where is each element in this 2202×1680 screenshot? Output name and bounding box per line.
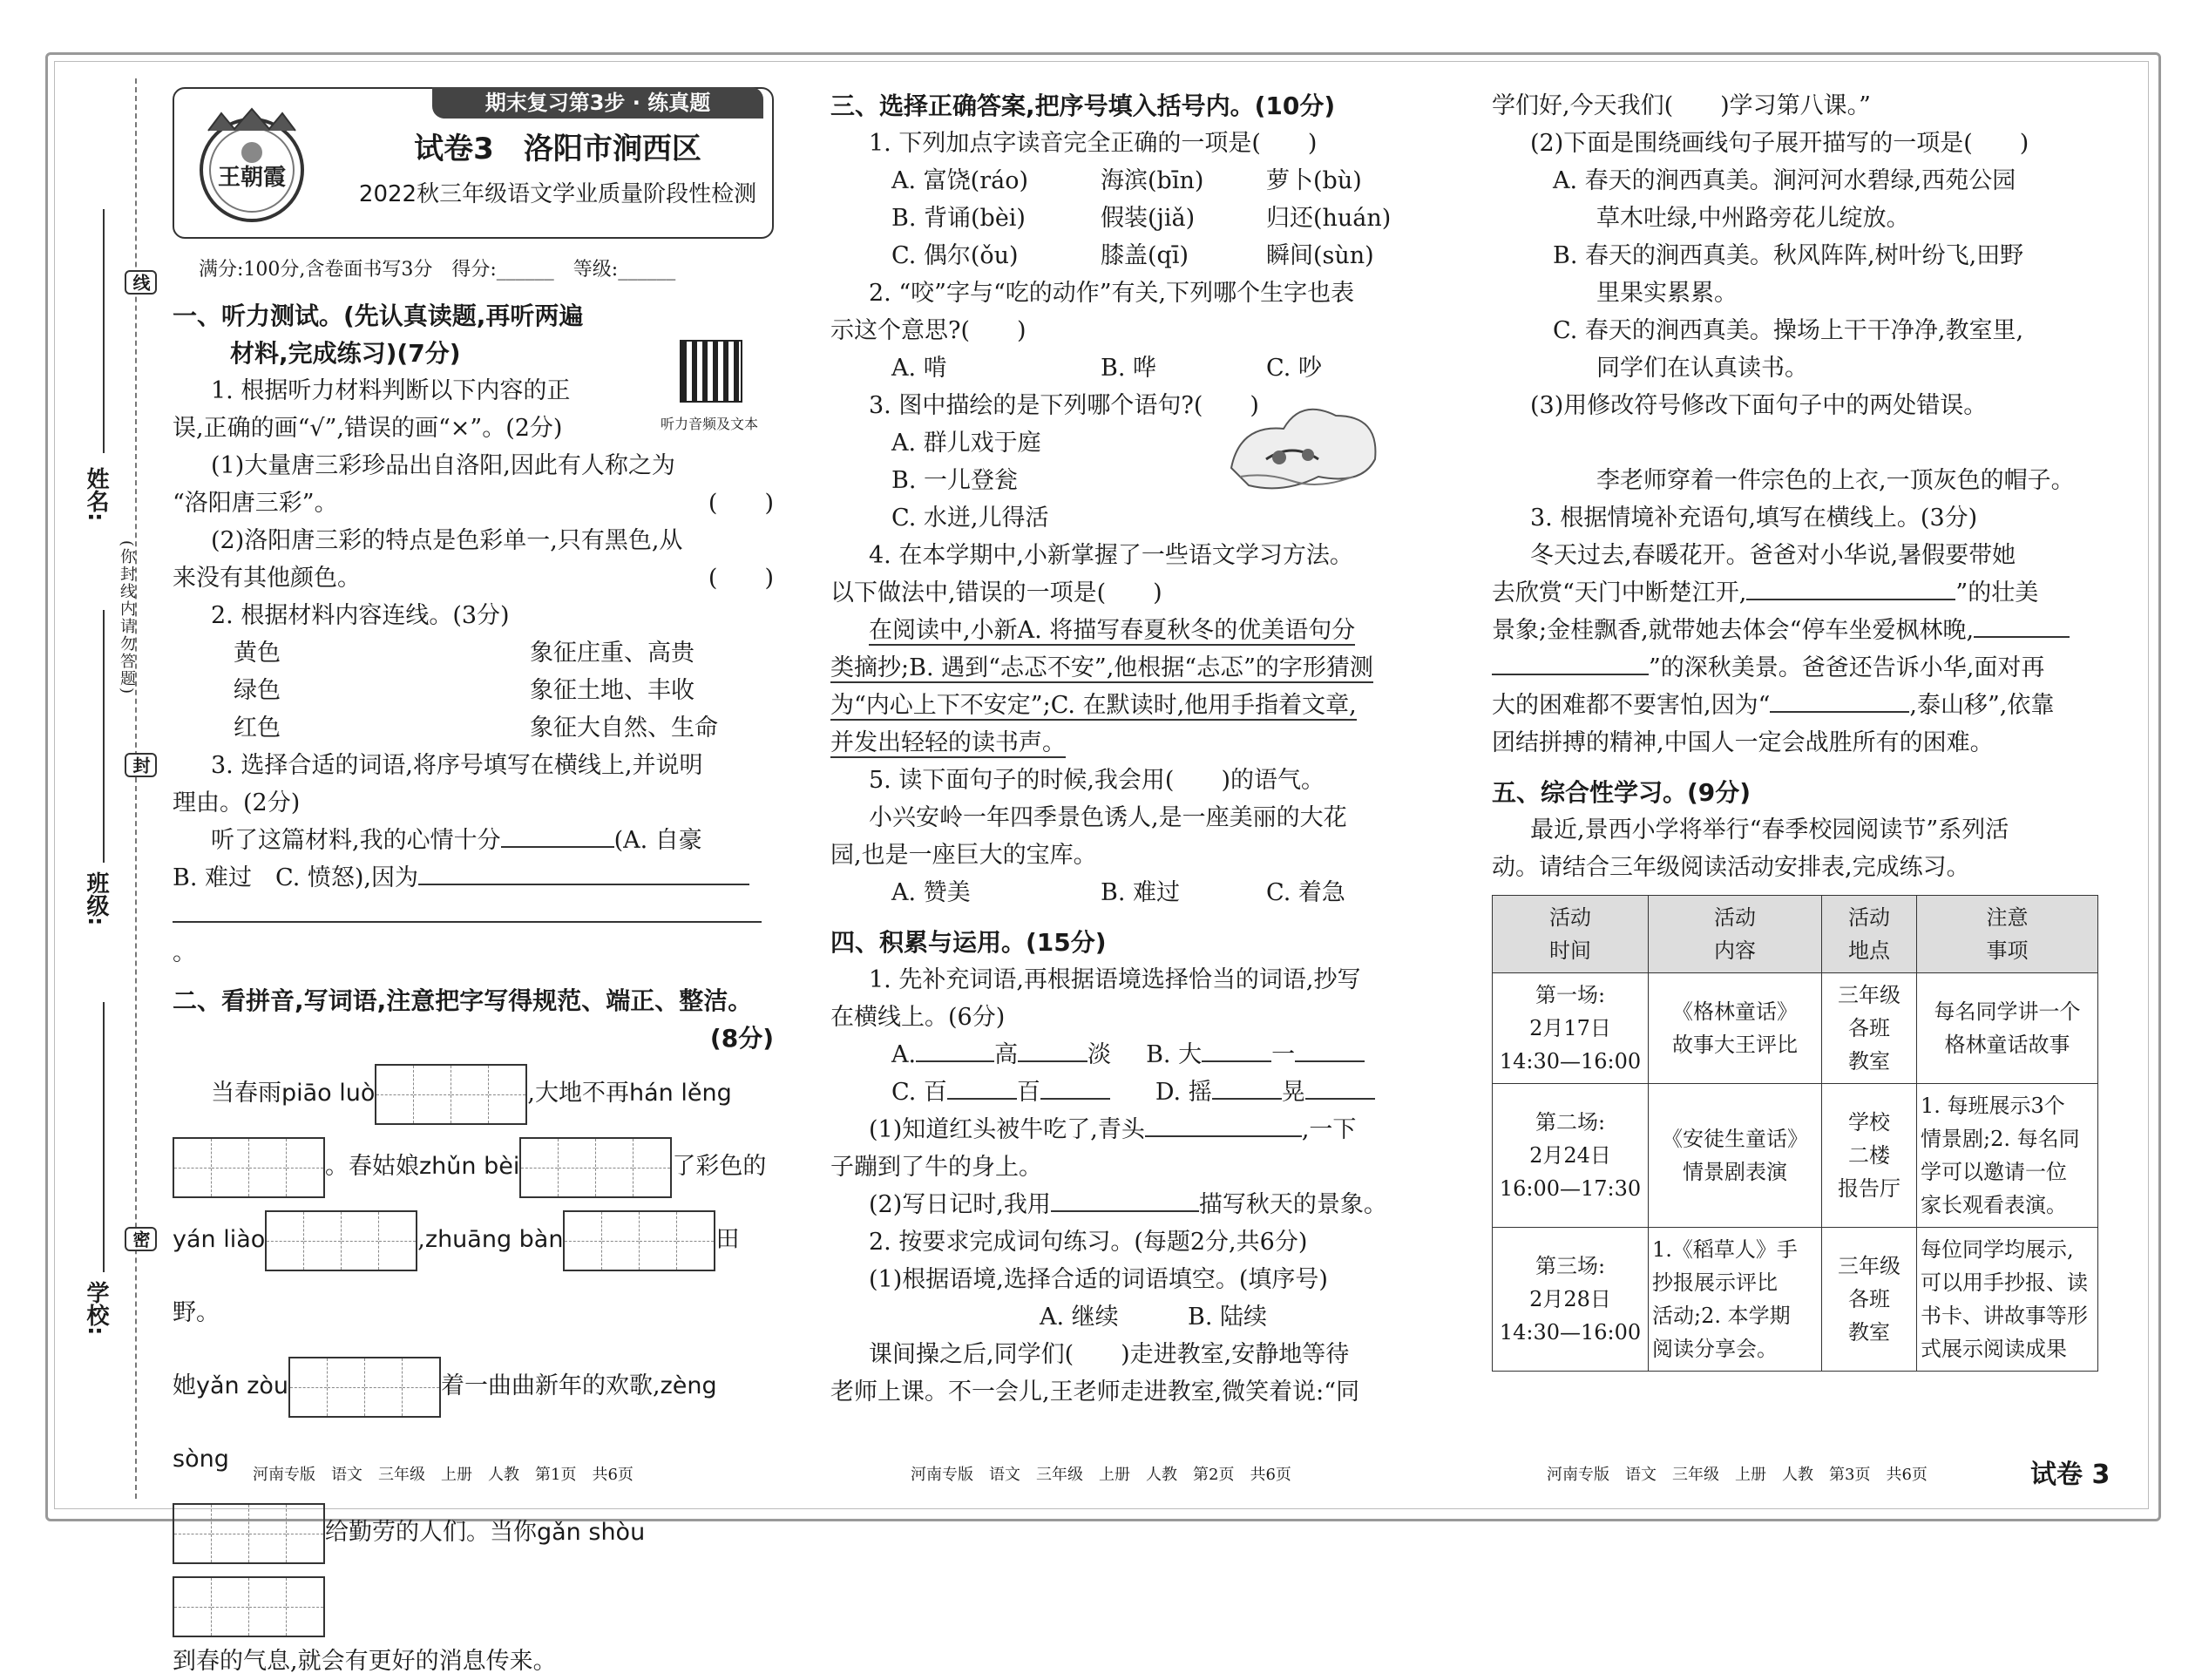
s3-q2: 2. “咬”字与“吃的动作”有关,下列哪个生字也表 bbox=[869, 280, 1355, 307]
footer-page-3: 河南专版 语文 三年级 上册 人教 第3页 共6页 bbox=[1547, 1466, 1928, 1484]
table-cell: 第一场: 2月17日 14:30—16:00 bbox=[1493, 973, 1649, 1084]
g3-pinyin: yán liào bbox=[173, 1226, 266, 1253]
writing-grid[interactable] bbox=[519, 1137, 672, 1198]
paper-title: 试卷3 洛阳市涧西区 bbox=[414, 132, 701, 166]
q1-2-text-cont: 来没有其他颜色。 bbox=[173, 565, 361, 592]
option-c: C. 春天的涧西真美。操场上干干净净,教室里, bbox=[1553, 317, 2024, 344]
g1-text: 当春雨 bbox=[211, 1080, 281, 1107]
s3-q4-passage-1: 在阅读中,小新A. 将描写春夏秋冬的优美语句分 bbox=[869, 617, 1356, 644]
s3-q2-options: A. 啃 B. 哗 C. 吵 bbox=[891, 355, 1322, 382]
section-5-title: 五、综合性学习。(9分) bbox=[1492, 778, 1751, 807]
table-header-cell: 注意 事项 bbox=[1917, 896, 2098, 973]
option-row: B. 背诵(bèi) 假装(jiǎ) 归还(huán) bbox=[891, 205, 1392, 232]
poem-blank-2-cont[interactable] bbox=[1492, 674, 1649, 675]
option-b: B. 春天的涧西真美。秋风阵阵,树叶纷飞,田野 bbox=[1553, 242, 2024, 269]
score-line: 满分:100分,含卷面书写3分 得分:______ 等级:______ bbox=[199, 259, 676, 281]
s3-q5-passage-cont: 园,也是一座巨大的宝库。 bbox=[830, 842, 1097, 869]
g3-text: , bbox=[417, 1226, 425, 1253]
s3-q2-cont: 示这个意思?( ) bbox=[830, 317, 1026, 344]
q3-text: 3. 选择合适的词语,将序号填写在横线上,并说明 bbox=[211, 752, 703, 779]
word-blank[interactable] bbox=[947, 1098, 1017, 1100]
school-field-line[interactable] bbox=[103, 1002, 105, 1272]
review-step-tag: 期末复习第3步 · 练真题 bbox=[432, 87, 763, 119]
writing-grid[interactable] bbox=[288, 1357, 441, 1418]
paper-subtitle: 2022秋三年级语文学业质量阶段性检测 bbox=[358, 181, 757, 207]
s5-passage: 最近,景西小学将举行“春季校园阅读节”系列活 bbox=[1530, 816, 2009, 843]
table-header-row bbox=[1493, 896, 2098, 973]
s3-q4-cont: 以下做法中,错误的一项是( ) bbox=[830, 579, 1162, 606]
s4-q3: 3. 根据情境补充语句,填写在横线上。(3分) bbox=[1530, 505, 1978, 532]
s3-q5: 5. 读下面句子的时候,我会用( )的语气。 bbox=[869, 767, 1325, 794]
poem-blank-2[interactable] bbox=[1974, 636, 2070, 638]
s3-q4-passage-4: 并发出轻轻的读书声。 bbox=[830, 729, 1066, 756]
g2-text: 。春姑娘 bbox=[325, 1153, 419, 1180]
g1-text-2: ,大地不再 bbox=[527, 1080, 630, 1107]
q3-blank-2[interactable] bbox=[418, 884, 749, 885]
table-cell: 三年级 各班 教室 bbox=[1822, 973, 1917, 1084]
s4-q2-options: A. 继续 B. 陆续 bbox=[1040, 1304, 1268, 1331]
s4-q1-2-blank[interactable] bbox=[1051, 1210, 1199, 1212]
table-cell: 《安徒生童话》 情景剧表演 bbox=[1649, 1084, 1822, 1228]
match-row[interactable]: 红色 象征大自然、生命 bbox=[234, 715, 718, 742]
s5-passage-cont: 动。请结合三年级阅读活动安排表,完成练习。 bbox=[1492, 854, 1970, 881]
s4-q2-3: (3)用修改符号修改下面句子中的两处错误。 bbox=[1530, 392, 1988, 419]
g4-text: 她 bbox=[173, 1372, 196, 1399]
option-row: C. 偶尔(ǒu) 膝盖(qī) 瞬间(sùn) bbox=[891, 242, 1374, 269]
q3-blank-3[interactable] bbox=[173, 921, 762, 923]
match-row[interactable]: 绿色 象征土地、丰收 bbox=[234, 677, 694, 704]
binding-tag-seal: 封 bbox=[125, 753, 157, 777]
s4-q2-1: (1)根据语境,选择合适的词语填空。(填序号) bbox=[869, 1266, 1328, 1293]
writing-grid[interactable] bbox=[563, 1210, 715, 1271]
footer-page-2: 河南专版 语文 三年级 上册 人教 第2页 共6页 bbox=[911, 1466, 1291, 1484]
section-4-title: 四、积累与运用。(15分) bbox=[830, 928, 1107, 957]
option-a-cont: 草木吐绿,中州路旁花儿绽放。 bbox=[1596, 205, 1910, 232]
q1-text-cont: 误,正确的画“√”,错误的画“×”。(2分) bbox=[173, 415, 563, 442]
column-3: 学们好,今天我们( )学习第八课。” (2)下面是围绕画线句子展开描写的一项是( ) A. 春天的涧西真美。涧河河水碧绿,西苑公园 草木吐绿,中州路旁花儿绽放。 B. 春天的涧西真美。秋风阵阵,树叶纷飞,田野 里果实累累。 C. 春天的涧西真美。操场上干干净净,教室里, 同学们在认真读书。 (3)用修改符号修改下面句子中的两处错误。 李老师穿着一件宗色的上衣,一顶灰色的帽子。 3. 根据情境补充语句,填写在横线上。(3分) 冬天过去,春暖花开。爸爸对小华说,暑假要带她 去欣赏“天门中断楚江开, ”的壮美 景象;金桂飘香,就带她去体会“停车坐爱枫林晚, ”的深秋美景。爸爸还告诉小华,面对再 大的困难都不要害怕,因为“ ,泰山移”,依靠 团结拼搏的精神,中国人一定会战胜所有的困难。 五、综合性学习。(9分) 最近,景西小学将举行“春季校园阅读节”系列活 动。请结合三年级阅读活动安排表,完成练习。 活动 时间 活动 内容 活动 地点 注意 事项 第一场: 2月17日 14:30—16:00 《格林童话》 故事大王评比 三年级 各班 教室 每名同学讲一个 格林童话故事 第二场: 2月24日 16:00—17:30 《安徒生童话》 情景剧表演 学校 二楼 报告厅 1. 每班展示3个 情景剧;2. 每名同 学可以邀请一位 家长观看表演。 第三场: 2月28日 14:30—16:00 1.《稻草人》手 抄报展示评比 活动;2. 本学期 阅读分享会。 三年级 各班 教室 每位同学均展示, 可以用手抄报、读 书卡、讲故事等形 式展示阅读成果 bbox=[1492, 87, 2102, 1372]
table-cell: 三年级 各班 教室 bbox=[1822, 1228, 1917, 1372]
story-illustration-icon bbox=[1214, 390, 1388, 511]
column-2: 三、选择正确答案,把序号填入括号内。(10分) 1. 下列加点字读音完全正确的一项是( ) A. 富饶(ráo) 海滨(bīn) 萝卜(bù) B. 背诵(bèi) 假装(jiǎ) 归还(huán) C. 偶尔(ǒu) 膝盖(qī) 瞬间(sùn) 2. “咬”字与“吃的动作”有关,下列哪个生字也表 示这个意思?( ) A. 啃 B. 哗 C. 吵 3. 图中描绘的是下列哪个语句?( ) A. 群儿戏于庭 B. 一儿登瓮 C. 水迸,儿得活 4. 在本学期中,小新掌握了一些语文学习方法。 以下做法中,错误的一项是( ) 在阅读中,小新A. 将描写春夏秋冬的优美语句分 类摘抄;B. 遇到“忐忑不安”,他根据“忐忑”的字形猜测 为“内心上下不安定”;C. 在默读时,他用手指着文章, 并发出轻轻的读书声。 5. 读下面句子的时候,我会用( )的语气。 小兴安岭一年四季景色诱人,是一座美丽的大花 园,也是一座巨大的宝库。 A. 赞美 B. 难过 C. 着急 四、积累与运用。(15分) 1. 先补充词语,再根据语境选择恰当的词语,抄写 在横线上。(6分) A. 高 淡 B. 大 一 C. 百 百 D. 摇 晃 (1)知道红头被牛吃了,青头 ,一下 子蹦到了牛的身上。 (2)写日记时,我用 描写秋天的景象。 2. 按要求完成词句练习。(每题2分,共6分) (1)根据语境,选择合适的词语填空。(填序号) A. 继续 B. 陆续 课间操之后,同学们( )走进教室,安静地等待 老师上课。不一会儿,王老师走进教室,微笑着说:“同 bbox=[830, 87, 1432, 1411]
g2-pinyin: zhǔn bèi bbox=[419, 1153, 520, 1180]
svg-text:王朝霞: 王朝霞 bbox=[217, 165, 287, 191]
section-3-title: 三、选择正确答案,把序号填入括号内。(10分) bbox=[830, 91, 1336, 120]
s4-q2-passage: 课间操之后,同学们( )走进教室,安静地等待 bbox=[869, 1341, 1350, 1368]
option-text: C. 水迸,儿得活 bbox=[891, 505, 1049, 532]
writing-grid[interactable] bbox=[173, 1137, 325, 1198]
table-row bbox=[1493, 1228, 2098, 1372]
q3-blank-1[interactable] bbox=[501, 846, 614, 848]
table-header-cell: 活动 内容 bbox=[1649, 896, 1822, 973]
option-c-cont: 同学们在认真读书。 bbox=[1596, 355, 1808, 382]
s4-q2-passage-end: 学们好,今天我们( )学习第八课。” bbox=[1492, 92, 1871, 119]
q3-options: (A. 自豪 bbox=[613, 827, 702, 854]
s3-q4-passage-2: 类摘抄;B. 遇到“忐忑不安”,他根据“忐忑”的字形猜测 bbox=[830, 654, 1373, 681]
option-row: A. 富饶(ráo) 海滨(bīn) 萝卜(bù) bbox=[891, 167, 1362, 194]
g2-text-2: 了彩色的 bbox=[672, 1153, 767, 1180]
s3-q3: 3. 图中描绘的是下列哪个语句?( ) bbox=[869, 392, 1259, 419]
s3-q5-passage: 小兴安岭一年四季景色诱人,是一座美丽的大花 bbox=[869, 804, 1347, 831]
table-cell: 学校 二楼 报告厅 bbox=[1822, 1084, 1917, 1228]
binding-tag-line: 线 bbox=[125, 270, 157, 295]
activity-table bbox=[1492, 895, 2098, 1372]
g4-pinyin-2: zèng sòng bbox=[173, 1372, 717, 1473]
g5-pinyin: gǎn shòu bbox=[537, 1519, 646, 1546]
table-cell: 每位同学均展示, 可以用手抄报、读 书卡、讲故事等形 式展示阅读成果 bbox=[1917, 1228, 2098, 1372]
class-field-line[interactable] bbox=[103, 610, 105, 863]
word-blank[interactable] bbox=[1018, 1060, 1087, 1062]
g3-text-2: 田野。 bbox=[173, 1226, 740, 1326]
q3-text-cont: 理由。(2分) bbox=[173, 789, 301, 816]
match-list bbox=[173, 634, 774, 747]
binding-tag-secret: 密 bbox=[125, 1227, 157, 1251]
section-2-title: 二、看拼音,写词语,注意把字写得规范、端正、整洁。 bbox=[173, 986, 753, 1015]
writing-grid[interactable] bbox=[375, 1064, 527, 1125]
column-1 bbox=[173, 87, 774, 1680]
poem-blank-1[interactable] bbox=[1746, 599, 1955, 600]
qr-label: 听力音频及文本 bbox=[661, 416, 759, 432]
binding-note: (你封线内请勿答题) bbox=[118, 540, 136, 696]
table-row bbox=[1493, 1084, 2098, 1228]
table-cell: 每名同学讲一个 格林童话故事 bbox=[1917, 973, 2098, 1084]
s4-q2-2: (2)下面是围绕画线句子展开描写的一项是( ) bbox=[1530, 130, 2029, 157]
word-blank[interactable] bbox=[916, 1060, 994, 1062]
name-field-line[interactable] bbox=[103, 209, 105, 453]
q1-2-answer-paren[interactable]: ( ) bbox=[708, 565, 774, 592]
word-blank[interactable] bbox=[1040, 1098, 1110, 1100]
s4-q1-cont: 在横线上。(6分) bbox=[830, 1004, 1006, 1031]
s3-q1: 1. 下列加点字读音完全正确的一项是( ) bbox=[869, 130, 1318, 157]
s3-q5-options: A. 赞美 B. 难过 C. 着急 bbox=[891, 879, 1345, 906]
paper-label: 试卷 3 bbox=[2030, 1460, 2111, 1490]
q3-period: 。 bbox=[173, 939, 196, 966]
q1-text: 1. 根据听力材料判断以下内容的正 bbox=[211, 377, 571, 404]
section-1-title: 一、听力测试。(先认真读题,再听两遍 bbox=[173, 301, 584, 330]
s3-q3-block bbox=[830, 424, 1432, 537]
option-a: A. 春天的涧西真美。涧河河水碧绿,西苑公园 bbox=[1553, 167, 2016, 194]
q1-2-text: (2)洛阳唐三彩的特点是色彩单一,只有黑色,从 bbox=[211, 527, 683, 554]
g1-pinyin: piāo luò bbox=[281, 1080, 376, 1107]
table-cell: 1.《稻草人》手 抄报展示评比 活动;2. 本学期 阅读分享会。 bbox=[1649, 1228, 1822, 1372]
table-cell: 1. 每班展示3个 情景剧;2. 每名同 学可以邀请一位 家长观看表演。 bbox=[1917, 1084, 2098, 1228]
match-row[interactable]: 黄色 象征庄重、高贵 bbox=[234, 640, 694, 667]
section-2-score: (8分) bbox=[709, 1024, 774, 1053]
section-1-title-cont: 材料,完成练习)(7分) bbox=[230, 339, 461, 368]
g4-text-2: 着一曲曲新年的欢歌, bbox=[441, 1372, 661, 1399]
g3-pinyin-2: zhuāng bàn bbox=[424, 1226, 564, 1253]
school-label: 学校: bbox=[83, 1281, 109, 1336]
s4-q1: 1. 先补充词语,再根据语境选择恰当的词语,抄写 bbox=[869, 966, 1361, 993]
s4-q3-passage-end: 团结拼搏的精神,中国人一定会战胜所有的困难。 bbox=[1492, 729, 1994, 756]
word-blank[interactable] bbox=[1305, 1098, 1375, 1100]
q1-1-text-cont: “洛阳唐三彩”。 bbox=[173, 490, 338, 517]
g5-text: 给勤劳的人们。当你 bbox=[325, 1519, 537, 1546]
writing-grid[interactable] bbox=[173, 1503, 325, 1564]
option-text: A. 群儿戏于庭 bbox=[891, 430, 1041, 457]
proverb-blank[interactable] bbox=[1770, 711, 1909, 713]
table-cell: 第二场: 2月24日 16:00—17:30 bbox=[1493, 1084, 1649, 1228]
s4-q1-2: (2)写日记时,我用 bbox=[869, 1191, 1051, 1218]
s3-q4: 4. 在本学期中,小新掌握了一些语文学习方法。 bbox=[869, 542, 1353, 569]
q2-text: 2. 根据材料内容连线。(3分) bbox=[211, 602, 510, 629]
table-cell: 第三场: 2月28日 14:30—16:00 bbox=[1493, 1228, 1649, 1372]
s4-q1-1-blank[interactable] bbox=[1145, 1135, 1302, 1137]
s4-q2: 2. 按要求完成词句练习。(每题2分,共6分) bbox=[869, 1229, 1308, 1256]
s3-q4-passage-3: 为“内心上下不安定”;C. 在默读时,他用手指着文章, bbox=[830, 692, 1357, 719]
s4-q2-3-sentence: 李老师穿着一件宗色的上衣,一顶灰色的帽子。 bbox=[1596, 467, 2075, 494]
word-blank[interactable] bbox=[1212, 1098, 1282, 1100]
s4-q1-1-cont: 子蹦到了牛的身上。 bbox=[830, 1154, 1042, 1181]
writing-grid[interactable] bbox=[173, 1576, 325, 1637]
name-label: 姓名: bbox=[83, 467, 109, 522]
s4-q1-1: (1)知道红头被牛吃了,青头 bbox=[869, 1116, 1145, 1143]
class-label: 班级: bbox=[83, 871, 109, 926]
option-text: B. 一儿登瓮 bbox=[891, 467, 1019, 494]
q1-1-answer-paren[interactable]: ( ) bbox=[708, 490, 774, 517]
qr-code-icon[interactable] bbox=[680, 340, 742, 403]
g4-pinyin: yǎn zòu bbox=[196, 1372, 289, 1399]
g6-text: 到春的气息,就会有更好的消息传来。 bbox=[173, 1648, 557, 1675]
word-blank[interactable] bbox=[1202, 1060, 1271, 1062]
word-blank[interactable] bbox=[1295, 1060, 1365, 1062]
table-header-cell: 活动 地点 bbox=[1822, 896, 1917, 973]
footer-page-1: 河南专版 语文 三年级 上册 人教 第1页 共6页 bbox=[253, 1466, 633, 1484]
table-row bbox=[1493, 973, 2098, 1084]
writing-grid[interactable] bbox=[265, 1210, 417, 1271]
q3-sentence: 听了这篇材料,我的心情十分 bbox=[211, 827, 501, 854]
s3-q1-options bbox=[830, 162, 1432, 274]
table-cell: 《格林童话》 故事大王评比 bbox=[1649, 973, 1822, 1084]
s4-q3-passage: 冬天过去,春暖花开。爸爸对小华说,暑假要带她 bbox=[1530, 542, 2016, 569]
q1-1-text: (1)大量唐三彩珍品出自洛阳,因此有人称之为 bbox=[211, 452, 675, 479]
s4-q2-passage-cont: 老师上课。不一会儿,王老师走进教室,微笑着说:“同 bbox=[830, 1379, 1360, 1406]
g1-pinyin-2: hán lěng bbox=[629, 1080, 732, 1107]
paper-header bbox=[173, 87, 774, 239]
table-header-cell: 活动 时间 bbox=[1493, 896, 1649, 973]
publisher-logo-icon bbox=[186, 105, 317, 227]
option-b-cont: 里果实累累。 bbox=[1596, 280, 1738, 307]
q3-options-cont: B. 难过 C. 愤怒),因为 bbox=[173, 864, 418, 891]
